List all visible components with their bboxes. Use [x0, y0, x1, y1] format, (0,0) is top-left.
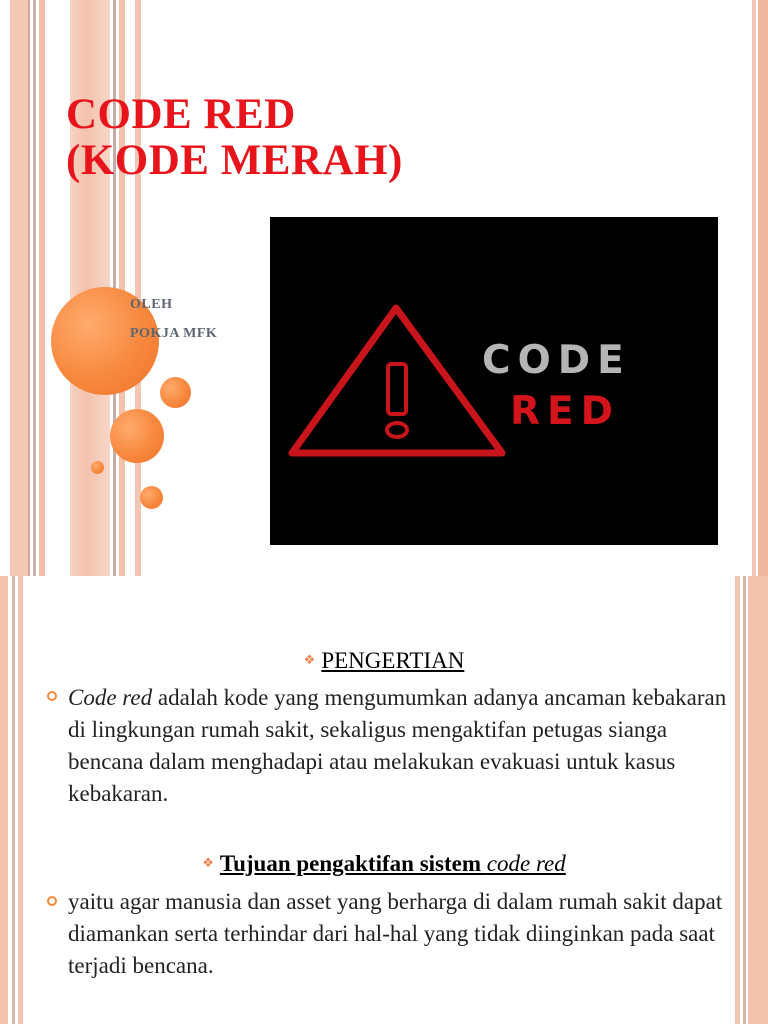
stripe-decoration	[0, 576, 8, 1024]
orange-circle	[110, 409, 164, 463]
heading-prefix: Tujuan pengaktifan sistem	[219, 851, 487, 876]
diamond-bullet-icon: ❖	[202, 855, 214, 870]
stripe-decoration	[18, 576, 23, 1024]
stripe-decoration	[39, 0, 45, 576]
byline-author: POKJA MFK	[130, 326, 218, 341]
byline	[130, 290, 217, 348]
stripe-decoration	[33, 0, 36, 576]
byline-oleh: OLEH	[130, 297, 173, 312]
diamond-bullet-icon: ❖	[303, 652, 316, 667]
heading-text	[220, 851, 566, 876]
stripe-decoration	[135, 0, 141, 576]
definition-paragraph	[68, 682, 728, 810]
warning-triangle-icon	[270, 217, 718, 545]
red-word: RED	[510, 389, 621, 434]
slide-title	[66, 92, 403, 184]
circle-bullet-icon	[47, 896, 57, 906]
orange-circle	[160, 377, 191, 408]
stripe-decoration	[748, 576, 768, 1024]
heading-text: PENGERTIAN	[321, 648, 465, 673]
section-heading-pengertian	[0, 648, 768, 674]
stripe-decoration	[12, 576, 15, 1024]
content-slide	[0, 576, 768, 1024]
stripe-decoration	[28, 0, 30, 576]
heading-italic: code red	[486, 851, 566, 876]
orange-circle-small	[91, 461, 104, 474]
circle-bullet-icon	[47, 691, 57, 701]
stripe-decoration	[119, 0, 125, 576]
stripe-decoration	[735, 576, 740, 1024]
stripe-decoration	[743, 576, 746, 1024]
code-word: CODE	[482, 338, 631, 383]
code-red-image	[270, 217, 718, 545]
stripe-decoration	[758, 0, 768, 576]
italic-term: Code red	[68, 685, 153, 710]
title-line-2: (KODE MERAH)	[66, 137, 403, 184]
stripe-decoration	[752, 0, 756, 576]
title-line-1: CODE RED	[66, 91, 296, 138]
section-heading-tujuan	[0, 851, 768, 877]
orange-circle	[140, 486, 163, 509]
definition-text: adalah kode yang mengumumkan adanya ancaman kebakaran di lingkungan rumah sakit, sekaligus mengaktifan petugas sianga bencana dalam menghadapi atau melakukan evakuasi untuk kasus kebakaran.	[68, 685, 727, 806]
purpose-paragraph: yaitu agar manusia dan asset yang berharga di dalam rumah sakit dapat diamankan serta terhindar dari hal-hal yang tidak diinginkan pada saat terjadi bencana.	[68, 889, 723, 978]
stripe-decoration	[10, 0, 28, 576]
